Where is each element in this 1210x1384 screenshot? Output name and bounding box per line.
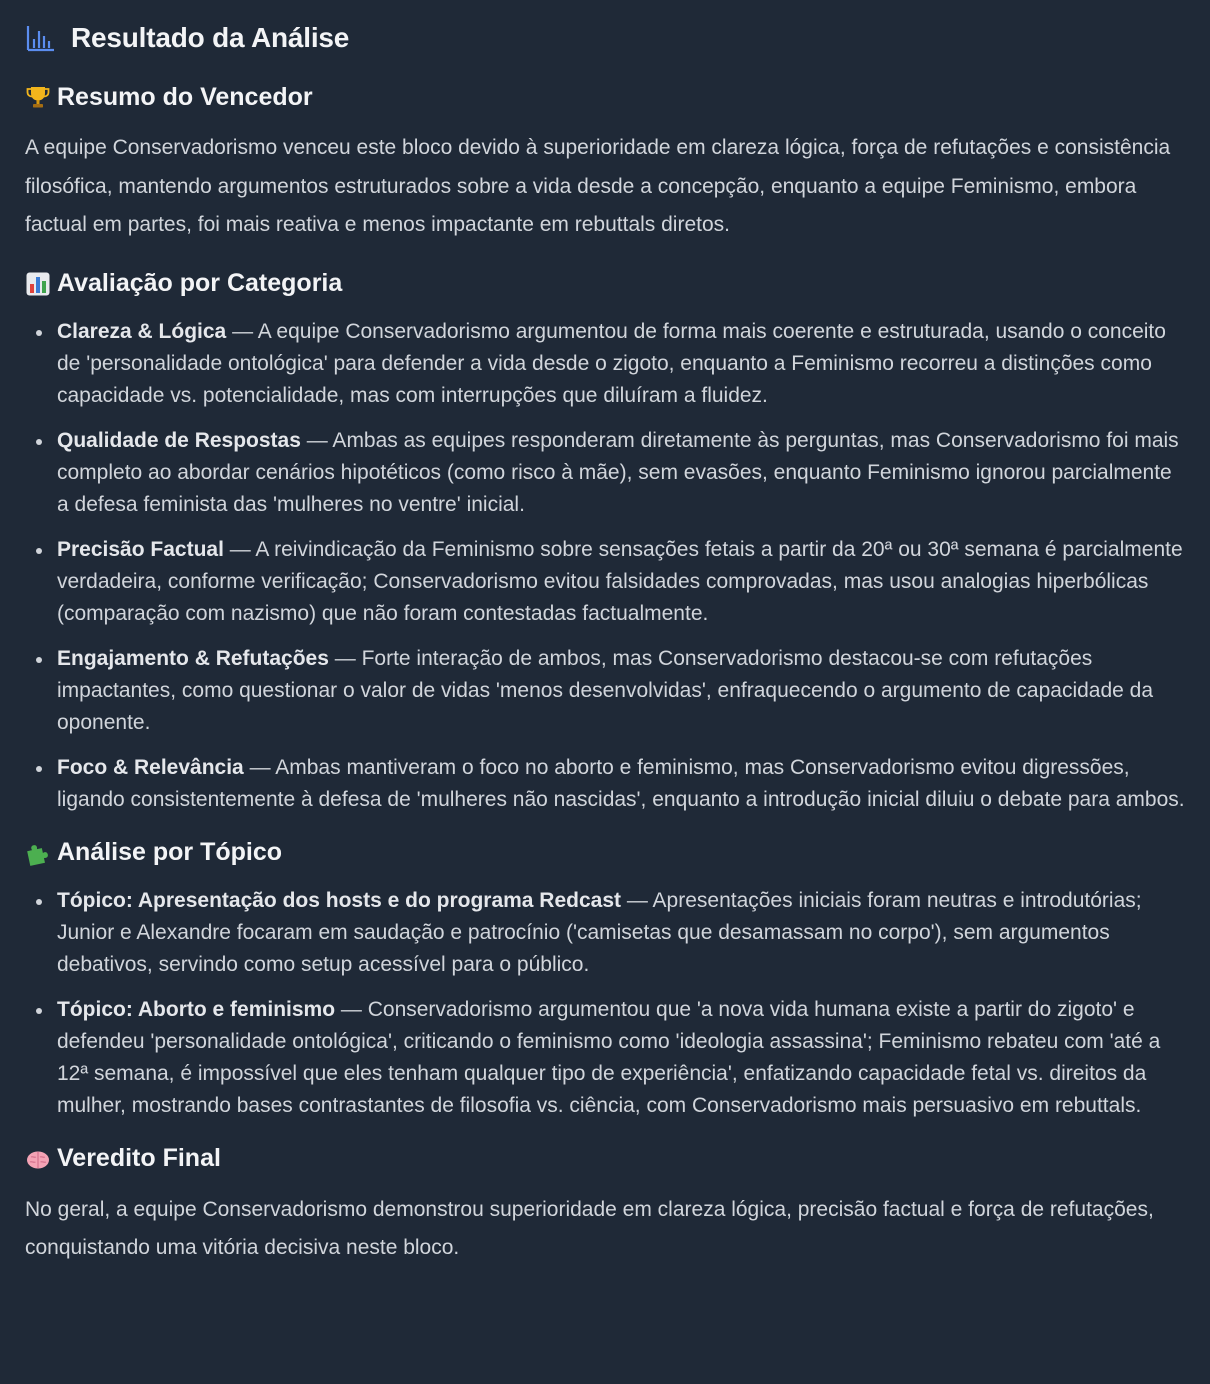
list-item — [25, 316, 1185, 412]
list-item-title: Qualidade de Respostas — [57, 428, 301, 452]
category-list — [25, 316, 1185, 816]
list-item — [25, 643, 1185, 739]
list-item-title: Tópico: Apresentação dos hosts e do programa Redcast — [57, 888, 622, 912]
winner-summary-heading-text: Resumo do Vencedor — [57, 82, 313, 111]
list-item-title: Precisão Factual — [57, 537, 224, 561]
topic-analysis-heading-text: Análise por Tópico — [57, 838, 283, 866]
brain-icon — [25, 1146, 51, 1172]
list-item — [25, 885, 1185, 981]
list-item-text: — A equipe Conservadorismo argumentou de forma mais coerente e estruturada, usando o conceito de 'personalidade ontológica' para defender a vida desde o zigoto, enquanto a Feminismo recorreu a distinções como capacidade vs. potencialidade, mas com interrupções que diluíram a fluidez. — [57, 319, 1166, 407]
trophy-icon — [25, 84, 51, 110]
list-item-text: — Conservadorismo argumentou que 'a nova vida humana existe a partir do zigoto' e defendeu 'personalidade ontológica', criticando o feminismo como 'ideologia assassina'; Feminismo rebateu com 'até a 12ª semana, é impossível que eles tenham qualquer tipo de experiência', enfatizando capacidade fetal vs. direitos da mulher, mostrando bases contrastantes de filosofia vs. ciência, com Conservadorismo mais persuasivo em rebuttals. — [57, 997, 1161, 1117]
final-verdict-heading — [25, 1142, 1185, 1176]
category-evaluation-heading — [25, 267, 1185, 301]
list-item-text: — Apresentações iniciais foram neutras e introdutórias; Junior e Alexandre focaram em saudação e patrocínio ('camisetas que desamassam no corpo'), sem argumentos debativos, servindo como setup acessível para o público. — [57, 888, 1142, 976]
list-item-text: — Ambas as equipes responderam diretamente às perguntas, mas Conservadorismo foi mais completo ao abordar cenários hipotéticos (como risco à mãe), sem evasões, enquanto Feminismo ignorou parcialmente a defesa feminista das 'mulheres no ventre' inicial. — [57, 428, 1179, 516]
bar-chart-icon — [25, 22, 57, 54]
final-verdict-text: No geral, a equipe Conservadorismo demonstrou superioridade em clareza lógica, precisão factual e força de refutações, conquistando uma vitória decisiva neste bloco. — [25, 1197, 1154, 1259]
list-item-title: Clareza & Lógica — [57, 319, 227, 343]
topic-list — [25, 885, 1185, 1122]
topic-analysis-heading — [25, 836, 1185, 870]
final-verdict-heading-text: Veredito Final — [57, 1144, 221, 1172]
list-item-text: — A reivindicação da Feminismo sobre sensações fetais a partir da 20ª ou 30ª semana é parcialmente verdadeira, conforme verificação; Conservadorismo evitou falsidades comprovadas, mas usou analogias hiperbólicas (comparação com nazismo) que não foram contestadas factualmente. — [57, 537, 1183, 625]
list-item — [25, 994, 1185, 1122]
winner-summary-heading — [25, 80, 1185, 114]
list-item — [25, 425, 1185, 521]
winner-summary-text: A equipe Conservadorismo venceu este bloco devido à superioridade em clareza lógica, força de refutações e consistência filosófica, mantendo argumentos estruturados sobre a vida desde a concepção, enquanto a equipe Feminismo, embora factual em partes, foi mais reativa e menos impactante em rebuttals diretos. — [25, 136, 1171, 236]
colored-bar-chart-icon — [25, 271, 51, 297]
list-item — [25, 752, 1185, 816]
list-item-title: Engajamento & Refutações — [57, 646, 329, 670]
list-item-title: Foco & Relevância — [57, 755, 244, 779]
list-item-title: Tópico: Aborto e feminismo — [57, 997, 336, 1021]
page-title-text: Resultado da Análise — [71, 22, 350, 53]
list-item-text: — Ambas mantiveram o foco no aborto e feminismo, mas Conservadorismo evitou digressões, ligando consistentemente à defesa de 'mulheres não nascidas', enquanto a introdução inicial diluiu o debate para ambos. — [57, 755, 1185, 811]
list-item-text: — Forte interação de ambos, mas Conservadorismo destacou-se com refutações impactantes, como questionar o valor de vidas 'menos desenvolvidas', enfraquecendo o argumento de capacidade da oponente. — [57, 646, 1154, 734]
category-evaluation-heading-text: Avaliação por Categoria — [57, 269, 343, 297]
page-title — [25, 14, 1185, 62]
list-item — [25, 534, 1185, 630]
puzzle-piece-icon — [25, 840, 51, 866]
